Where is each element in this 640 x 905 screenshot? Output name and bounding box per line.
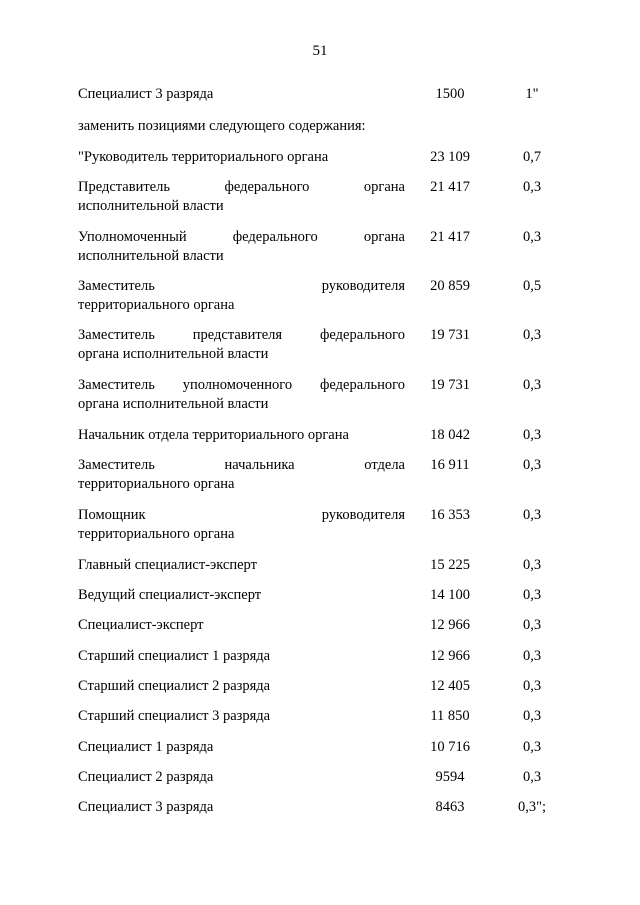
position-title [78,738,405,757]
coefficient-value: 1" [525,86,539,102]
position-title [78,768,405,787]
position-title-line: Главный специалист-эксперт [78,557,257,573]
salary-value: 23 109 [430,149,470,165]
salary-value: 19 731 [430,377,470,393]
position-title-line: территориального органа [78,526,235,542]
position-title [78,456,405,494]
position-title-line: Старший специалист 3 разряда [78,708,271,724]
coefficient-value: 0,3 [522,708,542,724]
position-title-line: Старший специалист 1 разряда [78,648,271,664]
salary-value: 8463 [435,799,465,815]
salary-value: 20 859 [430,278,470,294]
page-number: 51 [312,43,328,59]
position-title-line: органа исполнительной власти [78,396,269,412]
position-title-line: Заместитель представителя федерального [78,327,405,343]
position-title [78,426,405,445]
salary-value: 1500 [435,86,465,102]
position-title [78,647,405,666]
position-title-line: Начальник отдела территориального органа [78,427,349,443]
position-title-line: "Руководитель территориального органа [78,149,329,165]
position-title [78,707,405,726]
position-title [78,506,405,544]
salary-value: 14 100 [430,587,470,603]
position-title-line: органа исполнительной власти [78,346,269,362]
position-title [78,616,405,635]
salary-value: 15 225 [430,557,470,573]
position-title [78,148,405,167]
coefficient-value: 0,3 [522,648,542,664]
salary-value: 9594 [435,769,465,785]
position-title-line: исполнительной власти [78,198,224,214]
position-title-line: территориального органа [78,297,235,313]
coefficient-value: 0,3 [522,557,542,573]
position-title-line: Уполномоченный федерального органа [78,229,405,245]
position-title [78,326,405,364]
position-title-line: Специалист-эксперт [78,617,204,633]
position-title-line: исполнительной власти [78,248,224,264]
position-title-line: Помощник руководителя [78,507,405,523]
salary-value: 21 417 [430,179,470,195]
salary-value: 12 966 [430,648,470,664]
coefficient-value: 0,3 [522,179,542,195]
coefficient-value: 0,3 [522,327,542,343]
position-title: Специалист 3 разряда [78,86,214,102]
position-title-line: Специалист 2 разряда [78,769,214,785]
position-title-line: Специалист 3 разряда [78,799,214,815]
position-title-line: Представитель федерального органа [78,179,405,195]
position-title-line: Заместитель руководителя [78,278,405,294]
position-title-line: Специалист 1 разряда [78,739,214,755]
position-title-line: территориального органа [78,476,235,492]
coefficient-value: 0,3 [522,769,542,785]
salary-value: 21 417 [430,229,470,245]
position-title [78,586,405,605]
coefficient-value: 0,3 [522,377,542,393]
coefficient-value: 0,3 [522,739,542,755]
position-title [78,677,405,696]
position-title [78,178,405,216]
coefficient-value: 0,5 [522,278,542,294]
coefficient-value: 0,3"; [517,799,547,815]
coefficient-value: 0,3 [522,587,542,603]
coefficient-value: 0,3 [522,678,542,694]
coefficient-value: 0,3 [522,229,542,245]
coefficient-value: 0,7 [522,149,542,165]
salary-value: 19 731 [430,327,470,343]
position-title-line: Старший специалист 2 разряда [78,678,271,694]
salary-value: 12 405 [430,678,470,694]
salary-value: 16 353 [430,507,470,523]
position-title-line: Заместитель начальника отдела [78,457,405,473]
coefficient-value: 0,3 [522,617,542,633]
salary-value: 16 911 [430,457,470,473]
position-title [78,376,405,414]
salary-value: 11 850 [430,708,470,724]
coefficient-value: 0,3 [522,507,542,523]
intro-text: заменить позициями следующего содержания: [78,118,366,134]
salary-value: 12 966 [430,617,470,633]
position-title [78,556,405,575]
salary-value: 18 042 [430,427,470,443]
position-title [78,228,405,266]
position-title-line: Ведущий специалист-эксперт [78,587,262,603]
position-title [78,277,405,315]
coefficient-value: 0,3 [522,427,542,443]
position-title-line: Заместитель уполномоченного федерального [78,377,405,393]
position-title [78,798,405,817]
coefficient-value: 0,3 [522,457,542,473]
salary-value: 10 716 [430,739,470,755]
